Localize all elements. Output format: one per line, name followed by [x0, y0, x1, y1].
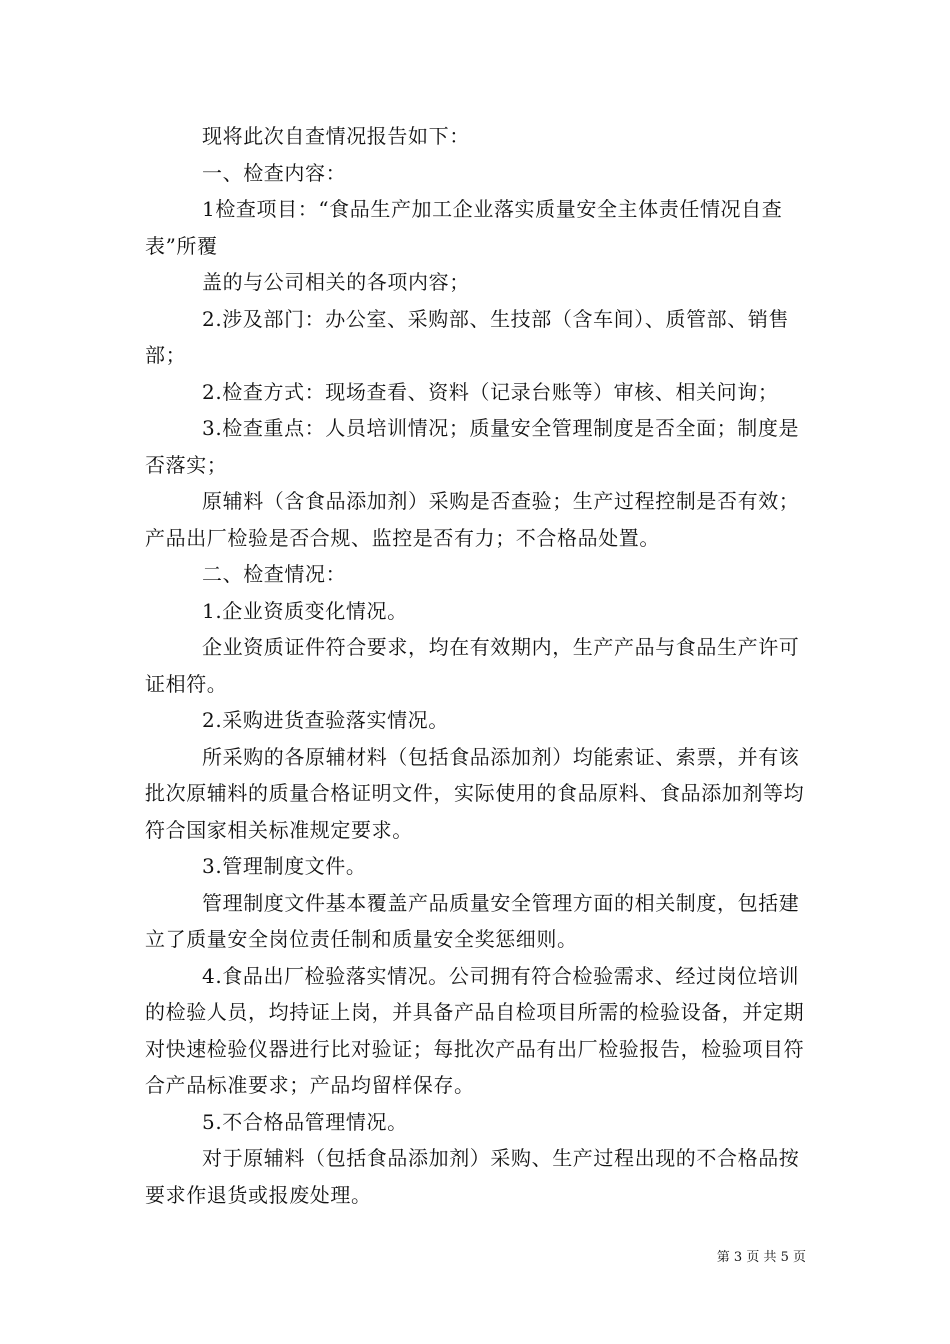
paragraph-intro: 现将此次自查情况报告如下： [202, 124, 470, 148]
paragraph-nonconforming: 对于原辅料（包括食品添加剂）采购、生产过程出现的不合格品按要求作退货或报废处理。 [145, 1146, 800, 1207]
paragraph-check-items-cont: 盖的与公司相关的各项内容； [202, 270, 470, 294]
subheading-nonconforming: 5.不合格品管理情况。 [202, 1109, 408, 1134]
paragraph-check-focus: 3.检查重点：人员培训情况；质量安全管理制度是否全面；制度是否落实； [145, 416, 800, 477]
paragraph-departments: 2.涉及部门：办公室、采购部、生技部（含车间）、质管部、销售部； [145, 306, 790, 367]
paragraph-factory-inspection: 4.食品出厂检验落实情况。公司拥有符合检验需求、经过岗位培训的检验人员，均持证上岗，并具备产品自检项目所需的检验设备，并定期对快速检验仪器进行比对验证；每批次产品有出厂检验报告，检验项目符合产品标准要求；产品均留样保存。 [145, 963, 805, 1097]
section-heading-check-content: 一、检查内容： [202, 160, 347, 185]
paragraph-check-items: 1检查项目：“食品生产加工企业落实质量安全主体责任情况自查表”所覆 [145, 197, 783, 258]
paragraph-management-docs: 管理制度文件基本覆盖产品质量安全管理方面的相关制度，包括建立了质量安全岗位责任制和质量安全奖惩细则。 [145, 890, 800, 951]
section-heading-check-status: 二、检查情况： [202, 562, 347, 586]
subheading-qualification: 1.企业资质变化情况。 [202, 598, 408, 623]
paragraph-check-focus-cont: 原辅料（含食品添加剂）采购是否查验；生产过程控制是否有效；产品出厂检验是否合规、监控是否有力；不合格品处置。 [145, 489, 800, 550]
page-number-footer: 第 3 页 共 5 页 [716, 1250, 806, 1265]
paragraph-procurement: 所采购的各原辅材料（包括食品添加剂）均能索证、索票，并有该批次原辅料的质量合格证明文件，实际使用的食品原料、食品添加剂等均符合国家相关标准规定要求。 [145, 744, 805, 842]
paragraph-check-methods: 2.检查方式：现场查看、资料（记录台账等）审核、相关问询； [202, 379, 779, 404]
subheading-procurement: 2.采购进货查验落实情况。 [202, 708, 449, 732]
paragraph-qualification: 企业资质证件符合要求，均在有效期内，生产产品与食品生产许可证相符。 [145, 635, 800, 696]
document-body [145, 118, 810, 1213]
subheading-management-docs: 3.管理制度文件。 [202, 854, 367, 878]
